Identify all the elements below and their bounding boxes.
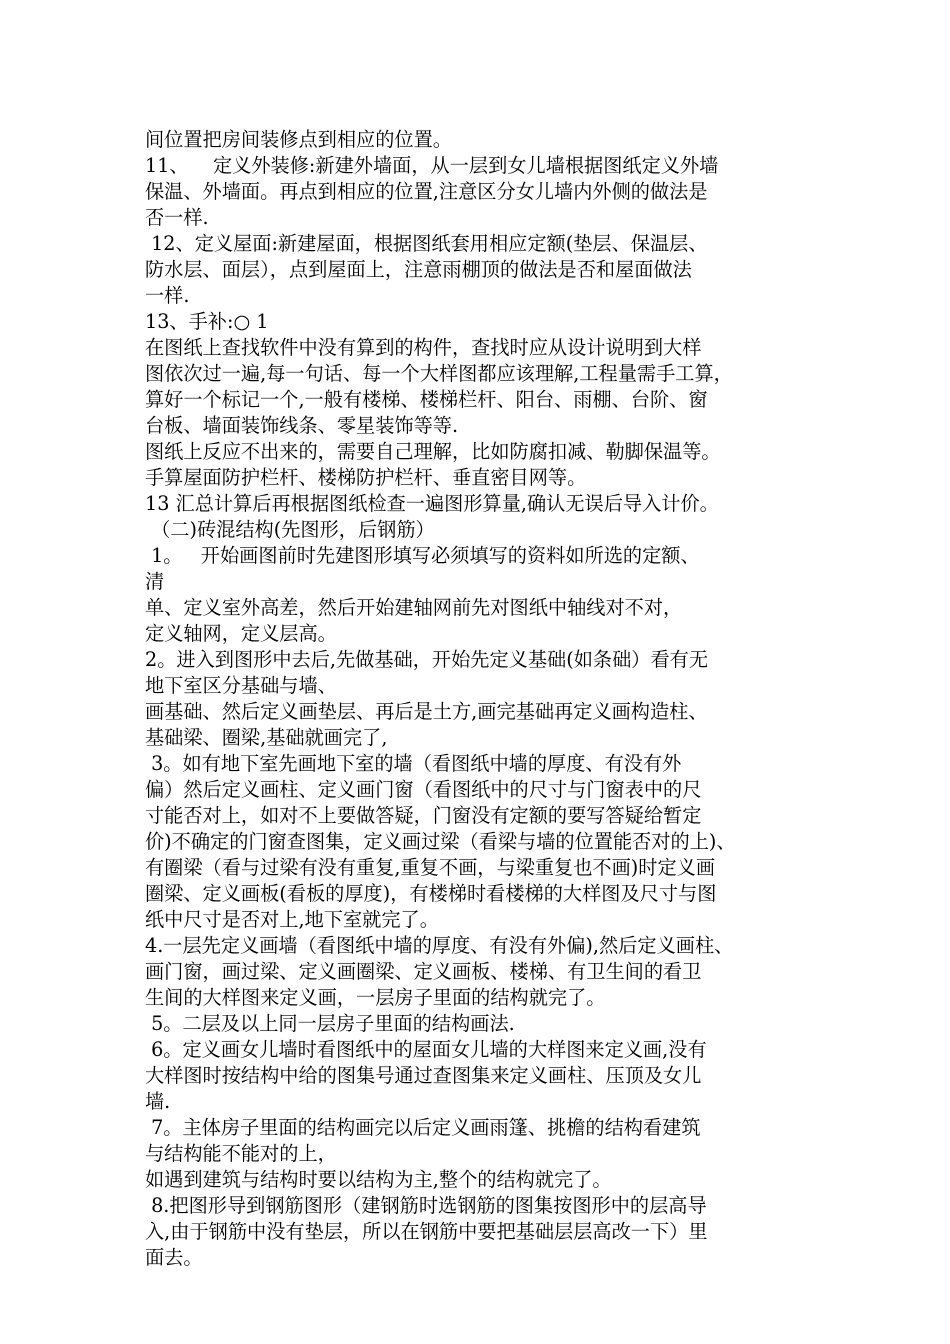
text-line: 在图纸上查找软件中没有算到的构件，查找时应从设计说明到大样 [145, 336, 702, 359]
text-line: 图纸上反应不出来的，需要自己理解，比如防腐扣减、勒脚保温等。 [145, 440, 721, 463]
text-line: 与结构能不能对的上， [145, 1142, 337, 1165]
text-line: 一样. [145, 284, 190, 307]
text-line: 13 汇总计算后再根据图纸检查一遍图形算量,确认无误后导入计价。 [145, 492, 719, 515]
text-line: 1。 开始画图前时先建图形填写必须填写的资料如所选的定额、 [145, 544, 700, 567]
text-line: 12、定义屋面:新建屋面，根据图纸套用相应定额(垫层、保温层、 [145, 232, 708, 255]
text-line: 定义轴网，定义层高。 [145, 622, 337, 645]
text-line: 寸能否对上，如对不上要做答疑，门窗没有定额的要写答疑给暂定 [145, 804, 702, 827]
text-line: 8.把图形导到钢筋图形（建钢筋时选钢筋的图集按图形中的层高导 [145, 1194, 707, 1217]
text-line: 单、定义室外高差，然后开始建轴网前先对图纸中轴线对不对， [145, 596, 683, 619]
text-line: 墙. [145, 1090, 171, 1113]
text-line: 间位置把房间装修点到相应的位置。 [145, 128, 452, 151]
text-line: 2。进入到图形中去后,先做基础，开始先定义基础(如条础）看有无 [145, 648, 709, 671]
text-line: 6。定义画女儿墙时看图纸中的屋面女儿墙的大样图来定义画,没有 [145, 1038, 707, 1061]
text-line: 防水层、面层），点到屋面上，注意雨棚顶的做法是否和屋面做法 [145, 258, 692, 281]
text-line: 圈梁、定义画板(看板的厚度)，有楼梯时看楼梯的大样图及尺寸与图 [145, 882, 717, 905]
text-line: 台板、墙面装饰线条、零星装饰等等. [145, 414, 459, 437]
text-line: 纸中尺寸是否对上,地下室就完了。 [145, 908, 439, 931]
text-line: 地下室区分基础与墙、 [145, 674, 337, 697]
text-line: 否一样. [145, 206, 209, 229]
text-line: 13、手补:○ 1 [145, 310, 269, 333]
text-line: 11、 定义外装修:新建外墙面，从一层到女儿墙根据图纸定义外墙 [145, 154, 719, 177]
text-line: 5。二层及以上同一层房子里面的结构画法. [145, 1012, 515, 1035]
text-line: 算好一个标记一个,一般有楼梯、楼梯栏杆、阳台、雨棚、台阶、窗 [145, 388, 708, 411]
text-line: 画门窗，画过梁、定义画圈梁、定义画板、楼梯、有卫生间的看卫 [145, 960, 702, 983]
text-line: 4.一层先定义画墙（看图纸中墙的厚度、有没有外偏),然后定义画柱、 [145, 934, 734, 957]
text-line: 大样图时按结构中给的图集号通过查图集来定义画柱、压顶及女儿 [145, 1064, 702, 1087]
text-line: 图依次过一遍,每一句话、每一个大样图都应该理解,工程量需手工算， [145, 362, 733, 385]
text-line: 7。主体房子里面的结构画完以后定义画雨篷、挑檐的结构看建筑 [145, 1116, 701, 1139]
text-line: 如遇到建筑与结构时要以结构为主,整个的结构就完了。 [145, 1168, 612, 1191]
text-line: 清 [145, 570, 165, 593]
text-line: 生间的大样图来定义画，一层房子里面的结构就完了。 [145, 986, 606, 1009]
text-line: 保温、外墙面。再点到相应的位置,注意区分女儿墙内外侧的做法是 [145, 180, 708, 203]
text-line: 基础梁、圈梁,基础就画完了, [145, 726, 388, 749]
text-line: （二)砖混结构(先图形，后钢筋） [145, 518, 435, 541]
text-line: 价)不确定的门窗查图集，定义画过梁（看梁与墙的位置能否对的上)、 [145, 830, 736, 853]
text-line: 偏）然后定义画柱、定义画门窗（看图纸中的尺寸与门窗表中的尺 [145, 778, 702, 801]
text-line: 手算屋面防护栏杆、楼梯防护栏杆、垂直密目网等。 [145, 466, 587, 489]
text-line: 面去。 [145, 1246, 203, 1269]
text-line: 画基础、然后定义画垫层、再后是土方,画完基础再定义画构造柱、 [145, 700, 708, 723]
text-line: 3。如有地下室先画地下室的墙（看图纸中墙的厚度、有没有外 [145, 752, 682, 775]
document-body [145, 127, 835, 1271]
text-line: 有圈梁（看与过梁有没有重复,重复不画，与梁重复也不画)时定义画 [145, 856, 716, 879]
text-line: 入,由于钢筋中没有垫层，所以在钢筋中要把基础层层高改一下）里 [145, 1220, 708, 1243]
